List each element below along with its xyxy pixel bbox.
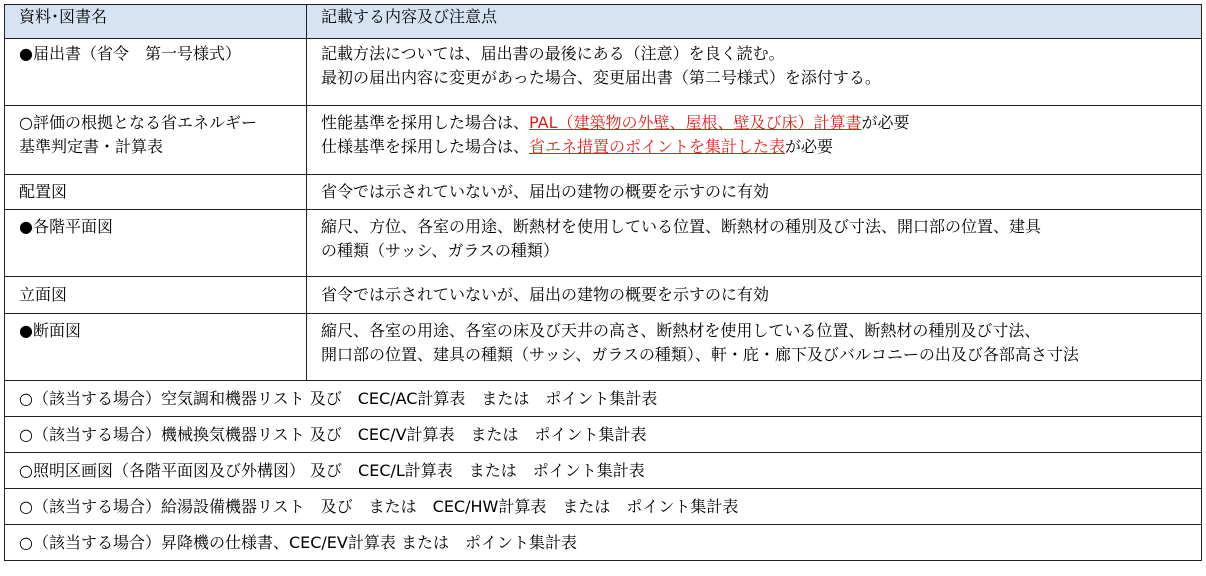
table-row-full [5, 381, 1202, 417]
name-line: ○評価の根拠となる省エネルギー [19, 113, 257, 132]
table-row-full [5, 417, 1202, 453]
table-row [5, 175, 1202, 210]
name-line: 基準判定書・計算表 [19, 137, 164, 156]
document-name-cell: 立面図 [5, 277, 307, 314]
full-width-cell: ○（該当する場合）空気調和機器リスト 及び CEC/AC計算表 または ポイント集計表 [5, 381, 1202, 417]
notes-cell: 省令では示されていないが、届出の建物の概要を示すのに有効 [307, 277, 1202, 314]
table-row-full [5, 453, 1202, 489]
full-width-cell: ○（該当する場合）給湯設備機器リスト 及び または CEC/HW計算表 または ポイント集計表 [5, 489, 1202, 525]
note-line: 最初の届出内容に変更があった場合、変更届出書（第二号様式）を添付する。 [321, 68, 881, 87]
table-row [5, 210, 1202, 277]
note-line: 縮尺、各室の用途、各室の床及び天井の高さ、断熱材を使用している位置、断熱材の種別及び寸法、 [321, 321, 1041, 340]
table-header-row [5, 5, 1202, 39]
table-row [5, 314, 1202, 381]
document-name-cell: 配置図 [5, 175, 307, 210]
note-line: 縮尺、方位、各室の用途、断熱材を使用している位置、断熱材の種別及び寸法、開口部の位置、建具 [321, 217, 1042, 236]
document-name-cell: ●届出書（省令 第一号様式） [5, 39, 307, 106]
document-name-cell [5, 106, 307, 175]
full-width-cell: ○（該当する場合）昇降機の仕様書、CEC/EV計算表 または ポイント集計表 [5, 525, 1202, 561]
note-text: 性能基準を採用した場合は、 [321, 113, 530, 132]
full-width-cell: ○照明区画図（各階平面図及び外構図） 及び CEC/L計算表 または ポイント集計表 [5, 453, 1202, 489]
note-text: が必要 [861, 113, 910, 132]
note-line: 開口部の位置、建具の種類（サッシ、ガラスの種類）、軒・庇・廊下及びバルコニーの出及び各部高さ寸法 [321, 345, 1079, 364]
notes-cell [307, 39, 1202, 106]
header-notes: 記載する内容及び注意点 [307, 5, 1202, 39]
note-text: 仕様基準を採用した場合は、 [321, 137, 530, 156]
pal-calculation-link[interactable]: PAL（建築物の外壁、屋根、壁及び床）計算書 [529, 113, 862, 132]
header-document-name: 資料･図書名 [5, 5, 307, 39]
document-name-cell: ●各階平面図 [5, 210, 307, 277]
notes-cell [307, 210, 1202, 277]
full-width-cell: ○（該当する場合）機械換気機器リスト 及び CEC/V計算表 または ポイント集計表 [5, 417, 1202, 453]
table-row [5, 106, 1202, 175]
documents-table [4, 4, 1202, 561]
document-name-cell: ●断面図 [5, 314, 307, 381]
energy-points-table-link[interactable]: 省エネ措置のポイントを集計した表 [529, 137, 786, 156]
table-row [5, 277, 1202, 314]
table-row [5, 39, 1202, 106]
notes-cell [307, 106, 1202, 175]
note-text: が必要 [785, 137, 834, 156]
notes-cell: 省令では示されていないが、届出の建物の概要を示すのに有効 [307, 175, 1202, 210]
notes-cell [307, 314, 1202, 381]
note-line [321, 111, 1201, 135]
table-row-full [5, 489, 1202, 525]
note-line: の種類（サッシ、ガラスの種類） [321, 241, 559, 260]
note-line [321, 135, 1201, 159]
note-line: 記載方法については、届出書の最後にある（注意）を良く読む。 [321, 44, 785, 63]
table-row-full [5, 525, 1202, 561]
